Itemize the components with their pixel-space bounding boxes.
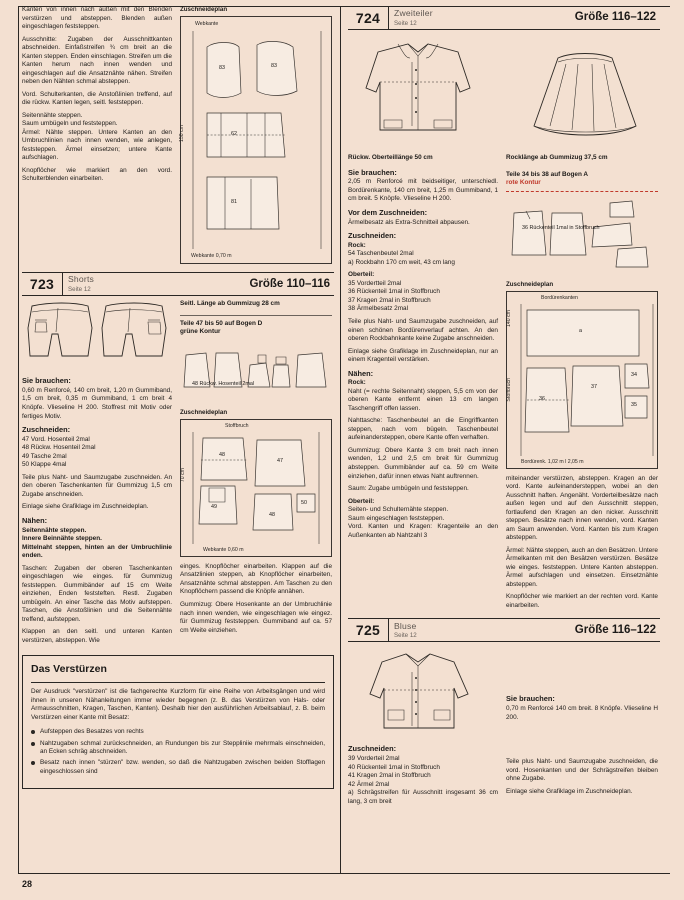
cut-plan-722-webkante-bottom: Webkante 0,70 m — [191, 253, 232, 260]
pattern-pieces-724 — [506, 197, 658, 275]
cut-plan-722-webkante-top: Webkante — [195, 21, 219, 28]
piece-label-83a: 83 — [219, 65, 225, 72]
pattern-724-cut-title: Zuschneiden: — [348, 231, 397, 241]
pattern-723-left — [22, 300, 172, 645]
cut-plan-722 — [180, 6, 332, 264]
pattern-725-cut-1: 39 Vorderteil 2mal — [348, 755, 400, 763]
pattern-725-number: 725 — [348, 619, 389, 641]
pattern-723-parts-note-2: grüne Kontur — [180, 328, 221, 336]
pattern-723-name: Shorts — [68, 274, 95, 285]
pattern-725-right-text-1: Teile plus Naht- und Saumzugabe zuschneiden, die vord. Hosenkanten und der Schrägstreifen bleiben ohne Zugabe. — [506, 758, 658, 783]
pattern-724-header — [348, 6, 660, 30]
pattern-724-left — [348, 34, 498, 610]
pattern-724-sew-text-4: Saum: Zugabe umbügeln und feststeppen. — [348, 485, 469, 493]
pattern-725-header — [348, 618, 660, 642]
piece-50-a: 50 — [301, 499, 307, 506]
pattern-724-page: Seite 12 — [394, 19, 417, 27]
cut-plan-723-webkante: Webkante 0,60 m — [203, 547, 244, 554]
verstuerzen-step-2: Nahtzugaben schmal zurückschneiden, an Rundungen bis zur Steppliniie mehrmals einschneiden, an Ecken schräg abschneiden. — [31, 740, 325, 757]
pattern-724-name-block — [389, 7, 575, 29]
piece-49-a: 49 — [211, 503, 217, 510]
pattern-724-sew-text-3: Gummizug: Obere Kante 3 cm breit nach innen wenden, 1,2 und 2,5 cm breit für Gummizug absteppen. Gummibänder auf ca. 59 cm Weite einziehen, dafür innen etwas Naht auftrennen. — [348, 446, 498, 480]
pattern-723-sew-item-1: Seitennähte steppen. — [22, 526, 87, 534]
pattern-724-ob-item-1: 35 Vordertteil 2mal — [348, 279, 402, 287]
cut-plan-723-stoffbruch: Stoffbruch — [225, 422, 249, 429]
intro-paragraph-2: Ausschnitte: Zugaben der Ausschnittkanten abschneiden. Einfaßstreifen ¾ cm breit an die Kanten steppen. Enden einschlagen. Streifen um die Kanten herum nach innen wenden und eingeschlagen auf die Ansatznähte nähen. Streifen neben den Nähten schmal absteppen. — [22, 35, 172, 86]
cut-plan-724-bord-top: Bordürenkanten — [541, 294, 578, 301]
pattern-724-cut-plan-box — [506, 291, 658, 469]
pattern-724-oberteil-len: Rückw. Oberteillänge 50 cm — [348, 154, 433, 161]
pattern-724-name: Zweiteiler — [394, 8, 433, 19]
verstuerzen-divider — [31, 682, 325, 683]
cut-plan-722-box — [180, 16, 332, 264]
verstuerzen-step-1: Aufsteppen des Besatzes von rechts — [31, 728, 325, 736]
verstuerzen-box — [22, 655, 334, 789]
pattern-724-before-title: Vor dem Zuschneiden: — [348, 207, 428, 217]
pattern-724-parts-note-2: rote Kontur — [506, 179, 541, 187]
shorts-illustration — [22, 300, 172, 372]
pattern-724-before-text: Ärmelbesatz als Extra-Schnitteil abpausen. — [348, 218, 470, 226]
pattern-725-need-text: 0,70 m Renforcé 140 cm breit. 8 Knöpfe. Vlieseline H 200. — [506, 705, 658, 721]
frame-line-bottom — [18, 873, 670, 874]
cut-plan-722-height: 150 cm — [179, 125, 185, 143]
piece-label-81: 81 — [231, 199, 237, 206]
verstuerzen-step-3: Besatz nach innen "stürzen" bzw. wenden, so daß die Nahtzugaben zwischen beiden Stofflagen eingeschlossen sind — [31, 759, 325, 776]
piece-35-b: 35 — [631, 401, 637, 408]
cut-plan-724-stoffbruch: Stoffbruch — [506, 377, 512, 402]
piece-label-62: 62 — [231, 131, 237, 138]
pattern-725-left — [348, 646, 498, 806]
pattern-723-body — [22, 300, 334, 645]
pattern-724-sew-ober-title: Oberteil: — [348, 497, 375, 505]
pattern-723-sew-text-2: Klappen an den seitl. und unteren Kanten verstürzen, absteppen. Wie — [22, 628, 172, 644]
skirt-724-illustration — [506, 34, 658, 152]
pattern-723-cont-2: Gummizug: Obere Hosenkante an der Umbruchlinie nach innen wenden, wie eingeschlagen wie eingez. für Gummizug feststeppen. Gummiband auf ca. 57 cm Weite einziehen. — [180, 600, 332, 634]
pattern-723-cut-item-4: 50 Klappe 4mal — [22, 461, 67, 469]
pattern-724-sew-text-2: Nahttasche: Taschenbeutel an die Eingriffkanten steppen, nach vorn bügeln. Taschenbeutel aufeinandersteppen, obere Kante offen verhaften. — [348, 417, 498, 442]
pattern-724-interlining: Einlage siehe Grafiklage im Zuschneideplan, nur an einem Kragenteil verstärken. — [348, 347, 498, 364]
verstuerzen-steps — [31, 728, 325, 776]
pattern-724-sew-text-1: Naht (= rechte Seitennaht) steppen, 5,5 cm von der oberen Kante entfernt einen 13 cm langen Taschengriff offen lassen. — [348, 387, 498, 412]
page-number: 28 — [22, 879, 33, 890]
pattern-724-right-text-3: Knopflöcher wie markiert an der rechten vord. Kante einarbeiten. — [506, 593, 658, 609]
pattern-723-cut-plan-title: Zuschneideplan — [180, 408, 228, 416]
pattern-725-need-title: Sie brauchen: — [506, 694, 555, 704]
pattern-725-page: Seite 12 — [394, 632, 417, 640]
pattern-724-red-dashline — [506, 191, 658, 192]
pattern-723-sew-item-3: Mittelnaht steppen, hinten an der Umbruchlinie enden. — [22, 543, 172, 560]
pattern-724-ob-item-2: 36 Rückenteil 1mal in Stoffbruch — [348, 288, 440, 296]
pattern-724-sew-ober-2: Saum eingeschlagen feststeppen. — [348, 514, 445, 522]
pattern-723-sew-item-2: Innere Beinnähte steppen. — [22, 535, 102, 543]
pattern-724-oberteil-title: Oberteil: — [348, 271, 375, 279]
divider-723 — [180, 315, 332, 316]
pattern-725-cut-3: 41 Kragen 2mal in Stoffbruch — [348, 772, 431, 780]
pattern-724-right-text-1: miteinander verstürzen, absteppen. Kragen an der vord. Kante aufeinandersteppen, wobei an den Ausschnitt haften. Angenäht. Vorderteilbesätze nach außen legen und auf den Ausschnitt steppen, fortlaufend den Kragen an den nicker. Ausschnitt steppen. Besätze nach innen wenden, vord. Kanten am Saum anwenden. Vord. Kanten bis zum Kragen absteppen. — [506, 474, 658, 542]
pattern-725-size: Größe 116–122 — [574, 623, 656, 636]
pattern-724-right — [506, 34, 658, 610]
piece-36-b: 36 — [539, 395, 545, 402]
column-divider — [340, 6, 341, 874]
piece-36-a: 36 Rückenteil 1mal in Stoffbruch — [522, 224, 600, 231]
intro-text-block — [22, 6, 172, 264]
intro-paragraph-3: Vord. Schulterkanten, die Anstoßlinien treffend, auf die rückw. Kanten legen, seitl. feststeppen. — [22, 90, 172, 107]
pattern-724-rock-len: Rocklänge ab Gummizug 37,5 cm — [506, 154, 608, 161]
pattern-723-cont-1: einges. Knopflöcher einarbeiten. Klappen auf die Ansatzlinien steppen, ab Knopflöcher einarbeiten, Ansatznähte schmal absteppen. Am Taschen zu den Knopflöchern passend die Knöpfe annähen. — [180, 562, 332, 596]
piece-48-a: 48 — [219, 451, 225, 458]
pattern-723-sew-title: Nähen: — [22, 515, 48, 525]
pattern-725-name-block — [389, 619, 575, 641]
intro-paragraph-6: Ärmel: Nähte steppen. Untere Kanten an den Umbruchlinien nach innen wenden, wie anlegen, feststeppen. Ärmel einsetzen; untere Kante aufschlagen. — [22, 128, 172, 162]
piece-37-b: 37 — [591, 383, 597, 390]
pattern-725-body — [348, 646, 660, 806]
pattern-723-size: Größe 110–116 — [249, 277, 330, 290]
blouse-724-illustration — [348, 34, 498, 152]
piece-34-b: 34 — [631, 371, 637, 378]
intro-paragraph-4: Seitennähte steppen. — [22, 111, 83, 119]
pattern-725-right-text-2: Einlage siehe Grafiklage im Zuschneideplan. — [506, 787, 633, 795]
pattern-724-parts-note-1: Teile 34 bis 38 auf Bogen A — [506, 170, 589, 178]
pattern-724-need-title: Sie brauchen: — [348, 167, 397, 177]
verstuerzen-title: Das Verstürzen — [31, 663, 107, 676]
left-column — [22, 6, 334, 789]
frame-line-left — [18, 6, 19, 874]
intro-paragraph-1: Kanten von innen nach außen mit den Blenden verstürzen und absteppen. Blenden außen eingeschlagen feststeppen. — [22, 6, 172, 31]
pattern-723-need-text: 0,60 m Renforcé, 140 cm breit, 1,20 m Gummiband, 1,5 cm breit, 0,35 m Gummiband, 1 cm breit 4 Knöpfe. Vlieseline H 200. Stoffrest mit Motiv oder fertiges Motiv. — [22, 386, 172, 420]
pattern-723-page: Seite 12 — [68, 285, 91, 293]
cut-plan-722-title: Zuschneideplan — [180, 6, 228, 13]
pattern-723-cut-title: Zuschneiden: — [22, 425, 71, 435]
intro-paragraph-7: Knopflöcher wie markiert an den vord. Schulterblenden einarbeiten. — [22, 166, 172, 183]
pattern-723-cut-item-2: 48 Rückw. Hosenteil 2mal — [22, 444, 96, 452]
pattern-723-name-block — [63, 273, 249, 295]
verstuerzen-intro: Der Ausdruck "verstürzen" ist die fachgerechte Kurzform für eine Reihe von Arbeitsgängen und wird ihnen in unseren Nähanleitungen immer wieder begegnen (z. B. das Verstürzen von Hals- oder Armausschnitten, Kragen, Taschen, Kanten). Deshalb hier den ausführlichen Arbeitsablauf, z. B. beim Verstürzen einer Kante mit Besatz: — [31, 688, 325, 721]
pattern-724-sew-ober-3: Vord. Kanten und Kragen: Kragenteile an den Außenkanten ab Nahtzahl 3 — [348, 523, 498, 539]
pattern-724-ob-item-4: 38 Ärmelbesatz 2mal — [348, 305, 409, 313]
pattern-724-size: Größe 116–122 — [574, 11, 656, 24]
pattern-723-cut-item-1: 47 Vord. Hosenteil 2mal — [22, 435, 90, 443]
pattern-723-sew-text-1: Taschen: Zugaben der oberen Taschenkanten eingeschlagen wie einges. für Gummizug feststeppen. Gummibänder auf 15 cm Weite einziehen, Enden feststeften. Restl. Zugaben umbügeln. An einer Tasche das Motiv aufsteppen. Taschen, die Anstoßlinien und die Seitennähte treffend, aufsteppen. — [22, 564, 172, 623]
pattern-724-need-text: 2,05 m Renforcé mit beidseitiger, unterschiedl. Bordürenkante, 140 cm breit, 1,25 m Gummiband, 1 cm breit. 5 Knöpfe. Vlieseline H 200. — [348, 178, 498, 203]
blouse-725-illustration — [348, 646, 498, 738]
piece-47-b: 48 — [269, 511, 275, 518]
pattern-723-interlining: Einlage siehe Grafiklage im Zuschneideplan. — [22, 503, 149, 511]
pattern-724-rock-item-2: a) Rockbahn 170 cm weit, 43 cm lang — [348, 258, 455, 266]
top-section — [22, 6, 334, 264]
intro-paragraph-5: Saum umbügeln und feststeppen. — [22, 120, 118, 128]
pattern-723-parts-note-1: Teile 47 bis 50 auf Bogen D — [180, 319, 263, 327]
piece-a: a — [579, 327, 582, 334]
pattern-725-name: Bluse — [394, 620, 417, 631]
cut-plan-724-bord-bottom: Bordürenk. 1,02 m l 2,05 m — [521, 458, 584, 465]
pattern-723-right — [180, 300, 332, 645]
pattern-723-need-title: Sie brauchen: — [22, 376, 71, 386]
pattern-724-seam-note: Teile plus Naht- und Saumzugabe zuschneiden, auf einen schönen Bordürenverlauf achten. An den oberen Rockbahnkante keine Zugabe anschneiden. — [348, 318, 498, 343]
pattern-724-cut-plan-title: Zuschneideplan — [506, 280, 554, 288]
pattern-724-rock-item-1: 54 Taschenbeutel 2mal — [348, 250, 414, 258]
pattern-723-cut-plan-box — [180, 419, 332, 557]
pattern-724-sew-title: Nähen: — [348, 368, 374, 378]
right-column — [348, 6, 660, 806]
cut-plan-724-height: 140 cm — [506, 309, 512, 327]
piece-label-83b: 83 — [271, 63, 277, 70]
pattern-723-length-note: Seitl. Länge ab Gummizug 28 cm — [180, 300, 280, 308]
pattern-724-sew-rock-title: Rock: — [348, 379, 366, 387]
pattern-725-right — [506, 646, 658, 806]
pattern-724-number: 724 — [348, 7, 389, 29]
pattern-724-sew-ober-1: Seiten- und Schulternähte steppen. — [348, 506, 449, 514]
pattern-723-number: 723 — [22, 273, 63, 295]
pattern-724-right-text-2: Ärmel: Nähte steppen, auch an den Besätzen. Untere Ärmelkanten mit den Besätzen verstürzen. Besätze wie einges. feststeppen. Untere Kanten absteppen. Ärmel aufschlagen und einsetzen. Einsetznähte absteppen. — [506, 546, 658, 588]
pattern-723-cut-item-3: 49 Tasche 2mal — [22, 452, 67, 460]
piece-label-48: 48 Rückw. Hosenteil 2mal — [192, 380, 255, 387]
pattern-725-cut-title: Zuschneiden: — [348, 744, 397, 754]
pattern-724-rock-title: Rock: — [348, 241, 366, 249]
piece-47-a: 47 — [277, 457, 283, 464]
pattern-723-header — [22, 272, 334, 296]
pattern-725-cut-4: 42 Ärmel 2mal — [348, 780, 390, 788]
pattern-723-seam-note: Teile plus Naht- und Saumzugabe zuschneiden. An den oberen Taschenkanten für Gummizug 1,5 cm Zugabe anschneiden. — [22, 473, 172, 498]
cut-plan-723-height: 70 cm — [180, 467, 186, 483]
pattern-725-cut-2: 40 Rückenteil 1mal in Stoffbruch — [348, 763, 440, 771]
pattern-724-ob-item-3: 37 Kragen 2mal in Stoffbruch — [348, 296, 431, 304]
pattern-725-cut-5: a) Schrägstreifen für Ausschnitt insgesamt 36 cm lang, 3 cm breit — [348, 789, 498, 805]
pattern-724-body — [348, 34, 660, 610]
